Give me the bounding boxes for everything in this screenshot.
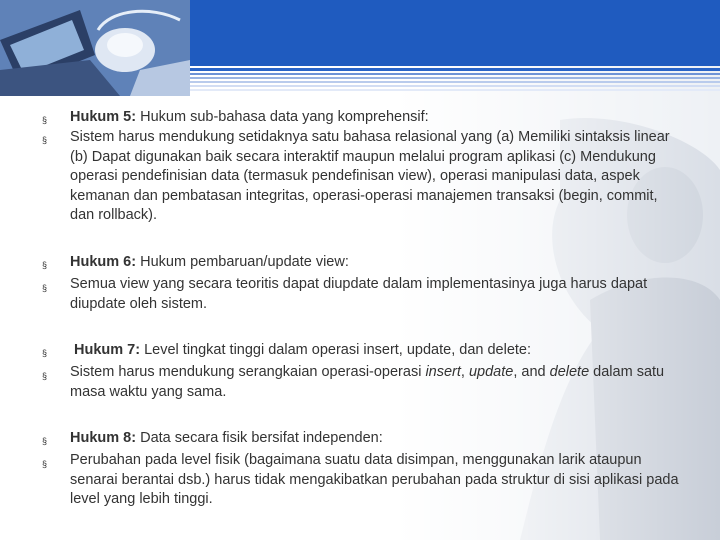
bullet-icon: §: [42, 371, 48, 381]
law-title: [70, 253, 682, 273]
law-title-text: Hukum pembaruan/update view:: [136, 254, 349, 270]
law-title: [70, 429, 682, 449]
law-body-text: Sistem harus mendukung serangkaian operasi-operasi: [70, 364, 426, 380]
bullet-icon: §: [42, 283, 48, 293]
bullet-icon: §: [42, 459, 48, 469]
law-title: [74, 341, 686, 361]
law-body-text: , and: [513, 364, 550, 380]
law-body: Semua view yang secara teoritis dapat diupdate dalam implementasinya juga harus dapat diupdate oleh sistem.: [70, 276, 648, 312]
law-body-term: delete: [549, 364, 590, 380]
law-label: Hukum 7:: [74, 342, 141, 358]
law-body-term: insert: [425, 364, 461, 380]
law-label: Hukum 5:: [70, 109, 137, 125]
law-body-term: update: [468, 364, 514, 380]
bullet-icon: §: [42, 135, 48, 145]
law-body-text: ,: [460, 364, 469, 380]
law-title-text: Level tingkat tinggi dalam operasi insert, update, dan delete:: [140, 342, 532, 358]
law-body: [70, 363, 682, 402]
law-title: [70, 108, 682, 128]
bullet-icon: §: [42, 348, 48, 358]
law-body: Sistem harus mendukung setidaknya satu bahasa relasional yang (a) Memiliki sintaksis linear (b) Dapat digunakan baik secara interaktif maupun melalui program aplikasi (c) Mendukung operasi pendefinisian data (termasuk pendefinisan view), operasi manipulasi data, aspek kemanan dan pembatasan integritas, operasi-operasi manajemen transaksi (begin, commit, dan rollback).: [70, 129, 670, 223]
law-title-text: Hukum sub-bahasa data yang komprehensif:: [136, 109, 429, 125]
law-body: Perubahan pada level fisik (bagaimana suatu data disimpan, menggunakan larik ataupun senarai berantai dsb.) harus tidak mengakibatkan perubahan pada struktur di sisi aplikasi pada level yang lebih tinggi.: [70, 452, 679, 507]
bullet-icon: §: [42, 260, 48, 270]
law-label: Hukum 8:: [70, 430, 137, 446]
law-body-text: dalam satu masa waktu yang sama.: [70, 364, 665, 400]
law-label: Hukum 6:: [70, 254, 137, 270]
bullet-icon: §: [42, 436, 48, 446]
bullet-icon: §: [42, 115, 48, 125]
law-title-text: Data secara fisik bersifat independen:: [136, 430, 383, 446]
